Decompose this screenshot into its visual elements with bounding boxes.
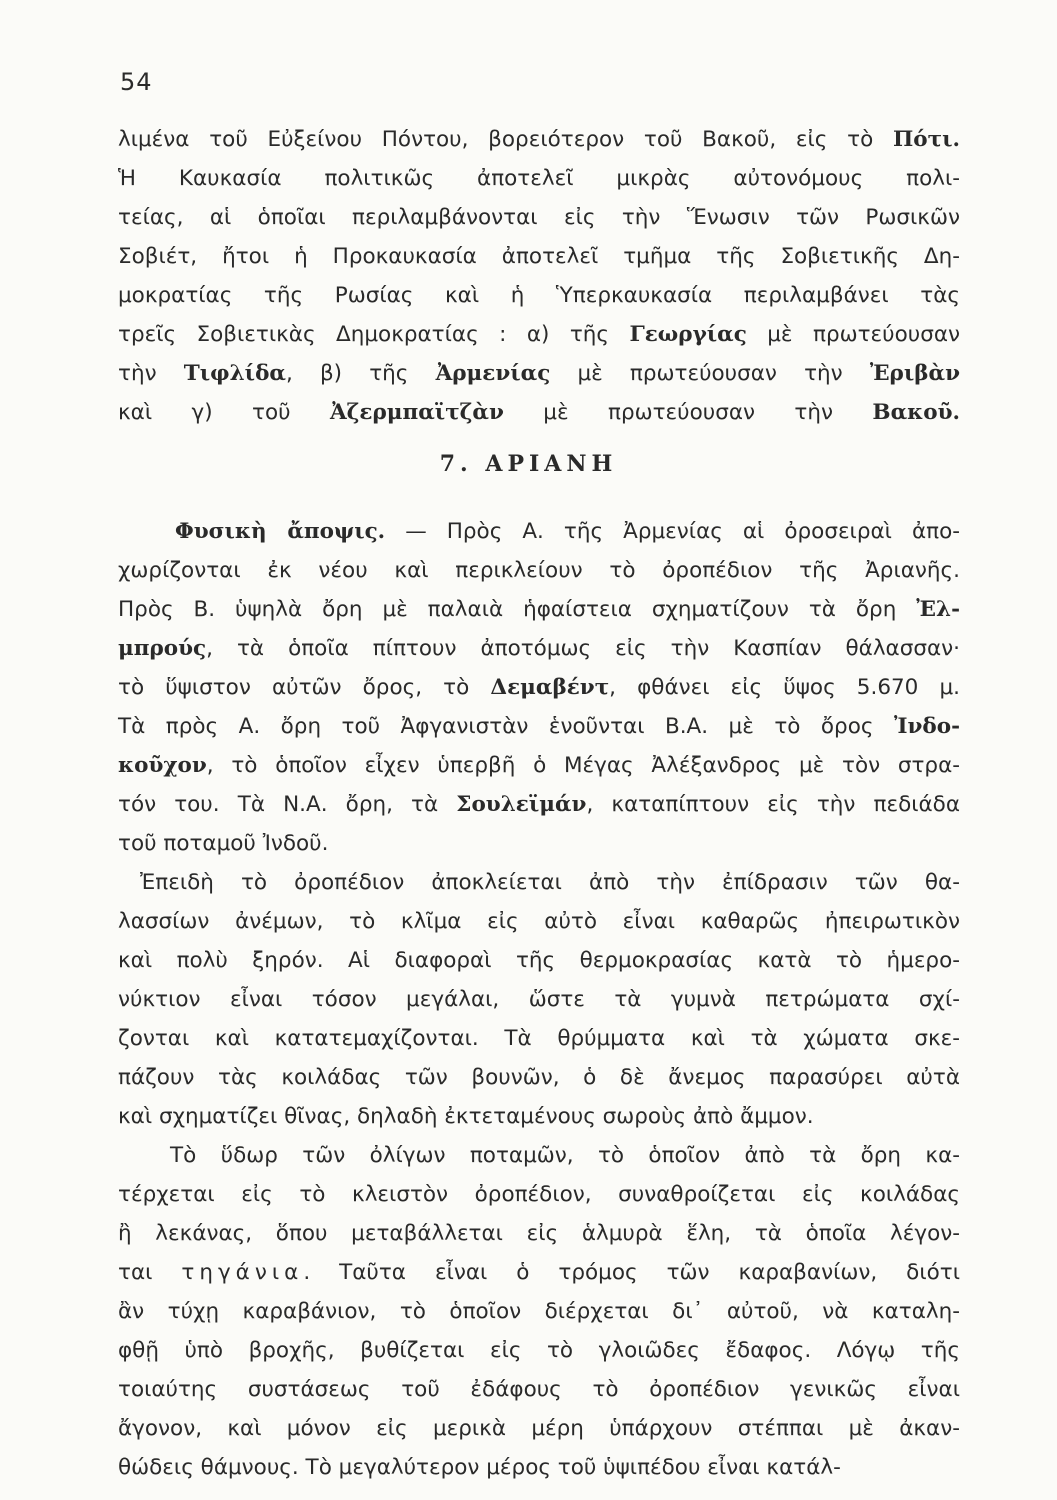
text-run: τὴν [118,361,184,386]
text-line [118,1418,960,1440]
text-run: . Ταῦτα εἶναι ὁ τρόμος τῶν καραβανίων, διότι [303,1260,960,1285]
bold-term: Βακοῦ. [872,400,960,425]
text-run: λιμένα τοῦ Εὐξείνου Πόντου, βορειότερον τοῦ Βακοῦ, εἰς τὸ [118,127,893,152]
spaced-term: τηγάνια [181,1260,304,1285]
text-line [118,1262,960,1284]
text-line [118,285,960,307]
text-run: Ἡ Καυκασία πολιτικῶς ἀποτελεῖ μικρὰς αὐτονόμους πολι- [118,166,960,191]
text-line [118,363,960,385]
bold-term: Πότι. [893,127,960,152]
text-run: ται [118,1260,182,1285]
text-run: πάζουν τὰς κοιλάδας τῶν βουνῶν, ὁ δὲ ἄνεμος παρασύρει αὐτὰ [118,1065,960,1090]
text-run: ἂν τύχῃ καραβάνιον, τὸ ὁποῖον διέρχεται δι᾽ αὐτοῦ, νὰ καταλη- [118,1299,960,1324]
text-line [118,716,960,738]
text-run: , φθάνει εἰς ὕψος 5.670 μ. [609,675,960,700]
text-line [118,833,960,855]
text-line [140,872,960,894]
text-run: καὶ σχηματίζει θῖνας, δηλαδὴ ἐκτεταμένους σωροὺς ἀπὸ ἄμμον. [118,1104,814,1129]
text-run: μὲ πρωτεύουσαν [746,322,961,347]
text-run: θώδεις θάμνους. Τὸ μεγαλύτερον μέρος τοῦ ὑψιπέδου εἶναι κατάλ- [118,1455,841,1480]
text-run: ζονται καὶ κατατεμαχίζονται. Τὰ θρύμματα καὶ τὰ χώματα σκε- [118,1026,960,1051]
bold-term: Ἀρμενίας [435,361,551,386]
text-run: μὲ πρωτεύουσαν τὴν [550,361,870,386]
bold-term: Ἐριβὰν [869,361,960,386]
text-run: Τὸ ὕδωρ τῶν ὀλίγων ποταμῶν, τὸ ὁποῖον ἀπὸ τὰ ὄρη κα- [170,1143,960,1168]
text-line [118,677,960,699]
bold-term: Φυσικὴ ἄποψις. [175,519,386,544]
text-line [118,794,960,816]
text-run: Σοβιέτ, ἤτοι ἡ Προκαυκασία ἀποτελεῖ τμῆμα τῆς Σοβιετικῆς Δη- [118,244,960,269]
text-line [118,1223,960,1245]
text-run: μὲ πρωτεύουσαν τὴν [503,400,873,425]
text-line [118,755,960,777]
text-line [118,1301,960,1323]
text-line [118,324,960,346]
text-line [118,1457,960,1479]
bold-term: Ἐλ- [916,597,960,622]
text-run: καὶ γ) τοῦ [118,400,330,425]
bold-term: Ἰνδο- [893,714,960,739]
text-line [118,638,960,660]
text-run: , β) τῆς [285,361,436,386]
text-run: Πρὸς Β. ὑψηλὰ ὄρη μὲ παλαιὰ ἡφαίστεια σχηματίζουν τὰ ὄρη [118,597,917,622]
text-run: , τὰ ὁποῖα πίπτουν ἀποτόμως εἰς τὴν Κασπίαν θάλασσαν· [206,636,960,661]
text-line [118,168,960,190]
text-run: τρεῖς Σοβιετικὰς Δημοκρατίας : α) τῆς [118,322,630,347]
text-run: μοκρατίας τῆς Ρωσίας καὶ ἡ Ὑπερκαυκασία περιλαμβάνει τὰς [118,283,960,308]
text-run: ἢ λεκάνας, ὅπου μεταβάλλεται εἰς ἁλμυρὰ ἕλη, τὰ ὁποῖα λέγον- [118,1221,960,1246]
text-line [118,560,960,582]
text-line [118,1340,960,1362]
text-line [118,1028,960,1050]
bold-term: Γεωργίας [629,322,747,347]
section-heading: 7. ΑΡΙΑΝΗ [439,451,618,477]
text-line [118,129,960,151]
text-line [170,1145,960,1167]
text-run: Ἐπειδὴ τὸ ὀροπέδιον ἀποκλείεται ἀπὸ τὴν ἐπίδρασιν τῶν θα- [140,870,960,895]
text-run: τόν του. Τὰ Ν.Α. ὄρη, τὰ [118,792,457,817]
text-run: τοῦ ποταμοῦ Ἰνδοῦ. [118,831,329,856]
text-run: λασσίων ἀνέμων, τὸ κλῖμα εἰς αὐτὸ εἶναι καθαρῶς ἠπειρωτικὸν [118,909,960,934]
text-run: ἄγονον, καὶ μόνον εἰς μερικὰ μέρη ὑπάρχουν στέππαι μὲ ἀκαν- [118,1416,960,1441]
text-run: νύκτιον εἶναι τόσον μεγάλαι, ὥστε τὰ γυμνὰ πετρώματα σχί- [118,987,960,1012]
text-run: — Πρὸς Α. τῆς Ἀρμενίας αἱ ὀροσειραὶ ἀπο- [385,519,960,544]
text-run: Τὰ πρὸς Α. ὄρη τοῦ Ἀφγανιστὰν ἑνοῦνται Β.Α. μὲ τὸ ὄρος [118,714,894,739]
text-line [175,521,960,543]
text-run: τέρχεται εἰς τὸ κλειστὸν ὀροπέδιον, συναθροίζεται εἰς κοιλάδας [118,1182,960,1207]
bold-term: Τιφλίδα [183,361,286,386]
text-run: καὶ πολὺ ξηρόν. Αἱ διαφοραὶ τῆς θερμοκρασίας κατὰ τὸ ἡμερο- [118,948,960,973]
text-line [118,1379,960,1401]
text-line [118,207,960,229]
text-run: , καταπίπτουν εἰς τὴν πεδιάδα [586,792,960,817]
text-line [118,246,960,268]
bold-term: Δεμαβέντ [490,675,610,700]
text-run: φθῇ ὑπὸ βροχῆς, βυθίζεται εἰς τὸ γλοιῶδες ἔδαφος. Λόγῳ τῆς [118,1338,960,1363]
bold-term: κοῦχον [118,753,207,778]
bold-term: Σουλεϊμάν [456,792,587,817]
text-run: τοιαύτης συστάσεως τοῦ ἐδάφους τὸ ὀροπέδιον γενικῶς εἶναι [118,1377,960,1402]
text-run: , τὸ ὁποῖον εἶχεν ὑπερβῆ ὁ Μέγας Ἀλέξανδρος μὲ τὸν στρα- [206,753,960,778]
text-line [118,1106,960,1128]
text-line [118,1067,960,1089]
text-line [118,950,960,972]
text-run: χωρίζονται ἐκ νέου καὶ περικλείουν τὸ ὀροπέδιον τῆς Ἀριανῆς. [118,558,960,583]
text-line [118,402,960,424]
text-run: τείας, αἱ ὁποῖαι περιλαμβάνονται εἰς τὴν Ἕνωσιν τῶν Ρωσικῶν [118,205,960,230]
page-number: 54 [120,68,153,96]
text-line [118,989,960,1011]
bold-term: μπρούς [118,636,207,661]
text-run: τὸ ὕψιστον αὐτῶν ὄρος, τὸ [118,675,491,700]
text-line [118,599,960,621]
text-line [118,911,960,933]
bold-term: Ἀζερμπαϊτζὰν [330,400,504,425]
text-line [118,1184,960,1206]
